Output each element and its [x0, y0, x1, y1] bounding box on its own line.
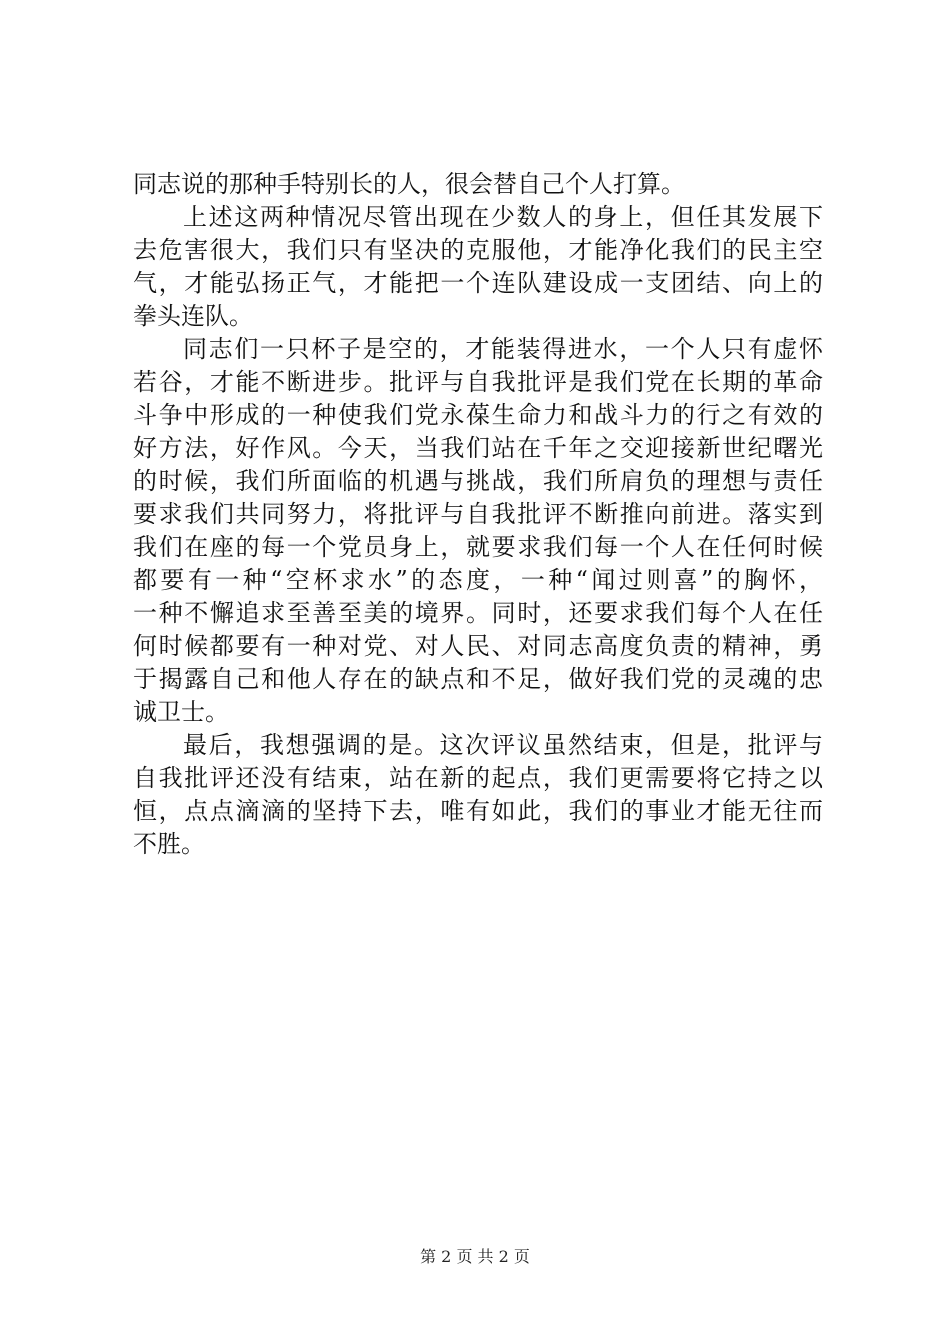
text-line: 最后，我想强调的是。这次评议虽然结束，但是，批评与 — [183, 731, 823, 759]
text-line: 若谷，才能不断进步。批评与自我批评是我们党在长期的革命 — [133, 368, 823, 396]
text-line: 好方法，好作风。今天，当我们站在千年之交迎接新世纪曙光 — [133, 434, 823, 462]
text-line: 斗争中形成的一种使我们党永葆生命力和战斗力的行之有效的 — [133, 401, 823, 429]
text-line: 的时候，我们所面临的机遇与挑战，我们所肩负的理想与责任 — [133, 467, 823, 495]
text-line: 恒，点点滴滴的坚持下去，唯有如此，我们的事业才能无往而 — [133, 797, 823, 825]
paragraph — [133, 168, 823, 201]
text-line: 自我批评还没有结束，站在新的起点，我们更需要将它持之以 — [133, 764, 823, 792]
document-body — [133, 168, 823, 861]
text-line: 于揭露自己和他人存在的缺点和不足，做好我们党的灵魂的忠 — [133, 665, 823, 693]
paragraph — [133, 333, 823, 729]
text-line: 拳头连队。 — [133, 302, 253, 330]
paragraph — [133, 729, 823, 861]
text-line: 去危害很大，我们只有坚决的克服他，才能净化我们的民主空 — [133, 236, 823, 264]
text-line: 气，才能弘扬正气，才能把一个连队建设成一支团结、向上的 — [133, 269, 823, 297]
text-line: 不胜。 — [133, 830, 205, 858]
text-line: 同志说的那种手特别长的人，很会替自己个人打算。 — [133, 170, 685, 198]
text-line: 我们在座的每一个党员身上，就要求我们每一个人在任何时候 — [133, 533, 823, 561]
text-line: 同志们一只杯子是空的，才能装得进水，一个人只有虚怀 — [183, 335, 823, 363]
text-line: 上述这两种情况尽管出现在少数人的身上，但任其发展下 — [183, 203, 823, 231]
text-line: 一种不懈追求至善至美的境界。同时，还要求我们每个人在任 — [133, 599, 823, 627]
page-number-footer: 第 2 页 共 2 页 — [420, 1247, 530, 1266]
text-line: 都要有一种“空杯求水”的态度，一种“闻过则喜”的胸怀， — [133, 566, 823, 594]
text-line: 何时候都要有一种对党、对人民、对同志高度负责的精神，勇 — [133, 632, 823, 660]
text-line: 要求我们共同努力，将批评与自我批评不断推向前进。落实到 — [133, 500, 823, 528]
text-line: 诚卫士。 — [133, 698, 229, 726]
paragraph — [133, 201, 823, 333]
